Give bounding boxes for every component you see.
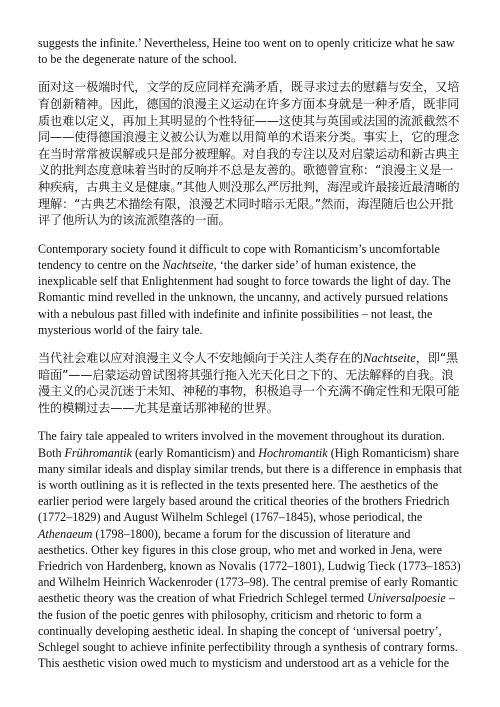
italic-term-universalpoesie: Universalpoesie [367,591,446,606]
italic-term-nachtseite: Nachtseite [363,350,416,365]
document-page [38,35,462,671]
italic-term-fruhromantik: Frühromantik [64,445,132,460]
text-run: Contemporary society found it difficult to cope with Romanticism’s uncomfortable tendency to centre on the [38,241,440,272]
italic-term-hochromantik: Hochromantik [258,445,328,460]
paragraph-nachtseite [38,241,462,338]
text-run: 当代社会难以应对浪漫主义令人不安地倾向于关注人类存在的 [38,350,364,365]
paragraph-heine-continuation: suggests the infinite.’ Nevertheless, Heine too went on to openly criticize what he saw to be the degenerate nature of the school. [38,36,455,67]
text-run: ，即“黑暗面”——启蒙运动曾试图将其强行拖入光天化日之下的、无法解释的自我。浪漫主义的心灵沉迷于未知、神秘的事物，积极追寻一个充满不确定性和无限可能性的模糊过去——尤其是童话那神秘的世界。 [38,350,460,415]
text-run: – the fusion of the poetic genres with philosophy, criticism and rhetoric to form a continually developing aesthetic ideal. In shaping the concept of ‘universal poetry’, Schlegel sought to achieve infinite perfectibility through a synthesis of contrary forms. This aesthetic vision owed much to mysticism and understood art as a vehicle for the [38,591,458,671]
italic-term-nachtseite: Nachtseite [162,257,214,272]
text-run: (High Romanticism) share many similar ideals and display similar trends, but there is a difference in emphasis that is worth outlining as it is reflected in the texts presented here. The aesthetics of the earlier period were largely based around the critical theories of the brothers Friedrich (1772–1829) and August Wilhelm Schlegel (1767–1845), whose periodical, the [38,445,462,525]
paragraph-fairy-tale [38,428,462,671]
text-run: (1798–1800), became a forum for the discussion of literature and aesthetics. Other key figures in this close group, who met and worked in Jena, were Friedrich von Hardenberg, known as Novalis (1772–1801), Ludwig Tieck (1773–1853) and Wilhelm Heinrich Wackenroder (1773–98). The central premise of early Romantic aesthetic theory was the creation of what Friedrich Schlegel termed [38,526,461,606]
text-run: , ‘the darker side’ of human existence, the inexplicable self that Enlightenment had sought to force towards the light of day. The Romantic mind revelled in the unknown, the uncanny, and actively pursued relations with a nebulous past filled with indefinite and infinite possibilities – not least, the mysterious world of the fairy tale. [38,257,451,337]
text-run: The fairy tale appealed to writers involved in the movement throughout its duration. Both [38,429,445,460]
paragraph-chinese-nachtseite [38,350,462,416]
text-run: (early Romanticism) and [131,445,259,460]
italic-term-athenaeum: Athenaeum [38,526,93,541]
paragraph-chinese-contradiction: 面对这一极端时代，文学的反应同样充满矛盾，既寻求过去的慰藉与安全，又培育创新精神。因此，德国的浪漫主义运动在许多方面本身就是一种矛盾，既非同质也难以定义，再加上其明显的个性特征——这使其与英国或法国的流派截然不同——使得德国浪漫主义被公认为难以用简单的术语来分类。事实上，它的理念在当时常常被误解或只是部分被理解。对自我的专注以及对启蒙运动和新古典主义的批判态度意味着当时的反响并不总是友善的。歌德曾宣称：“浪漫主义是一种疾病，古典主义是健康。”其他人则没那么严厉批判，海涅或许最接近最清晰的理解：“古典艺术描绘有限，浪漫艺术同时暗示无限。”然而，海涅随后也公开批评了他所认为的该流派堕落的一面。 [38,80,460,228]
